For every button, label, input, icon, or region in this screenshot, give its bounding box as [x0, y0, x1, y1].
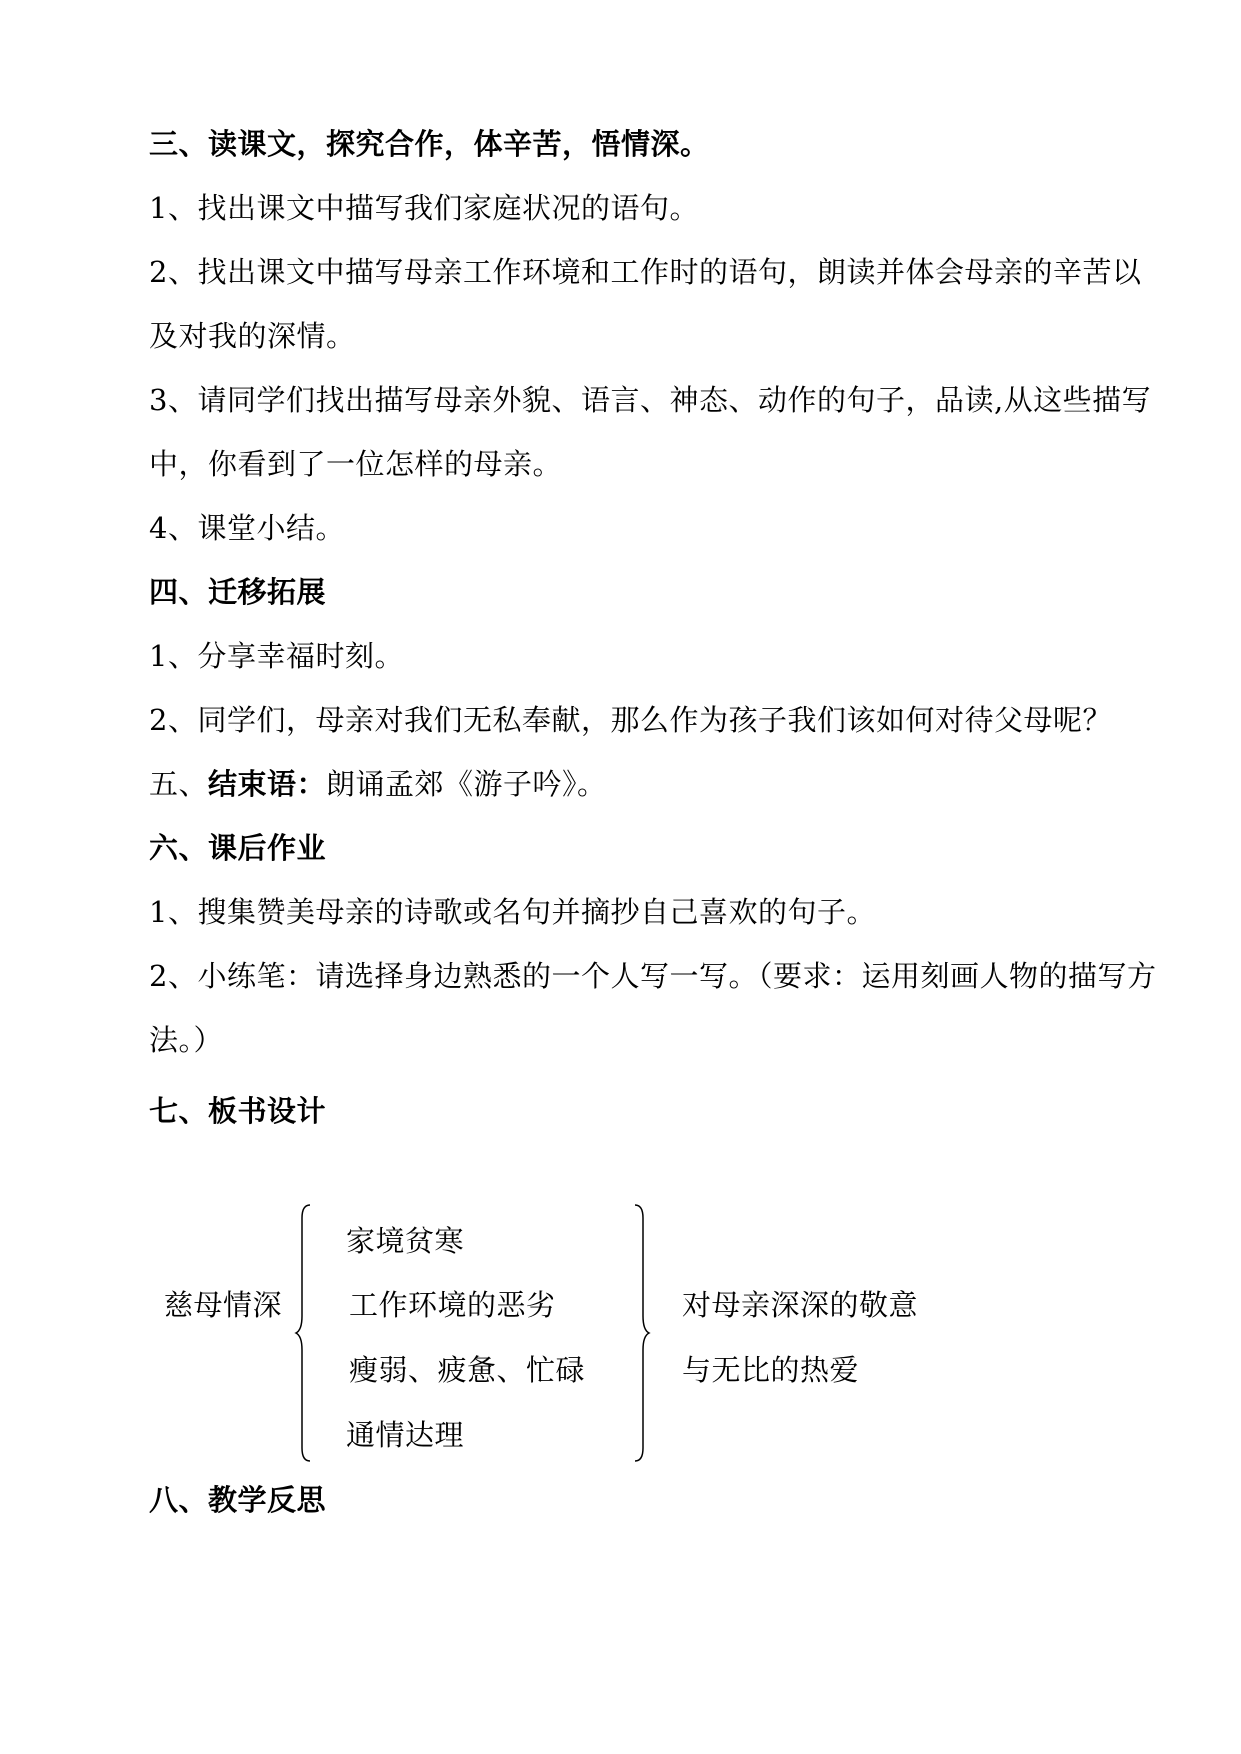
section-6-item-2-line-1: 2、小练笔：请选择身边熟悉的一个人写一写。（要求：运用刻画人物的描写方 — [149, 959, 1157, 993]
section-4-item-2: 2、同学们，母亲对我们无私奉献，那么作为孩子我们该如何对待父母呢？ — [149, 703, 1112, 737]
section-5-label: 结束语： — [208, 767, 327, 801]
section-3-item-2-line-1: 2、找出课文中描写母亲工作环境和工作时的语句，朗读并体会母亲的辛苦以 — [149, 255, 1142, 289]
left-brace — [296, 1204, 312, 1462]
section-3-heading: 三、读课文，探究合作，体辛苦，悟情深。 — [149, 127, 710, 161]
section-3-item-2-line-2: 及对我的深情。 — [149, 319, 356, 353]
section-6-item-2-line-2: 法。） — [149, 1023, 224, 1057]
section-3-item-4: 4、课堂小结。 — [149, 511, 345, 545]
board-middle-item-2: 工作环境的恶劣 — [349, 1288, 556, 1322]
right-brace — [633, 1204, 649, 1462]
section-5-text: 朗诵孟郊《游子吟》。 — [326, 767, 607, 801]
board-middle-item-1: 家境贫寒 — [346, 1224, 465, 1258]
section-3-item-3-line-2: 中，你看到了一位怎样的母亲。 — [149, 447, 563, 481]
section-4-item-1: 1、分享幸福时刻。 — [149, 639, 404, 673]
section-8-heading: 八、教学反思 — [149, 1483, 327, 1517]
board-right-line-2: 与无比的热爱 — [682, 1353, 860, 1387]
section-5-prefix: 五、 — [149, 767, 209, 801]
board-middle-item-4: 通情达理 — [346, 1418, 465, 1452]
section-3-item-1: 1、找出课文中描写我们家庭状况的语句。 — [149, 191, 699, 225]
board-right-line-1: 对母亲深深的敬意 — [682, 1288, 919, 1322]
section-5-line — [149, 764, 607, 804]
board-middle-item-3: 瘦弱、疲惫、忙碌 — [349, 1353, 586, 1387]
section-6-item-1: 1、搜集赞美母亲的诗歌或名句并摘抄自己喜欢的句子。 — [149, 895, 876, 929]
board-title: 慈母情深 — [164, 1288, 283, 1322]
section-7-heading: 七、板书设计 — [149, 1094, 327, 1128]
section-4-heading: 四、迁移拓展 — [149, 575, 327, 609]
section-3-item-3-line-1: 3、请同学们找出描写母亲外貌、语言、神态、动作的句子，品读,从这些描写 — [149, 383, 1152, 417]
section-6-heading: 六、课后作业 — [149, 831, 327, 865]
